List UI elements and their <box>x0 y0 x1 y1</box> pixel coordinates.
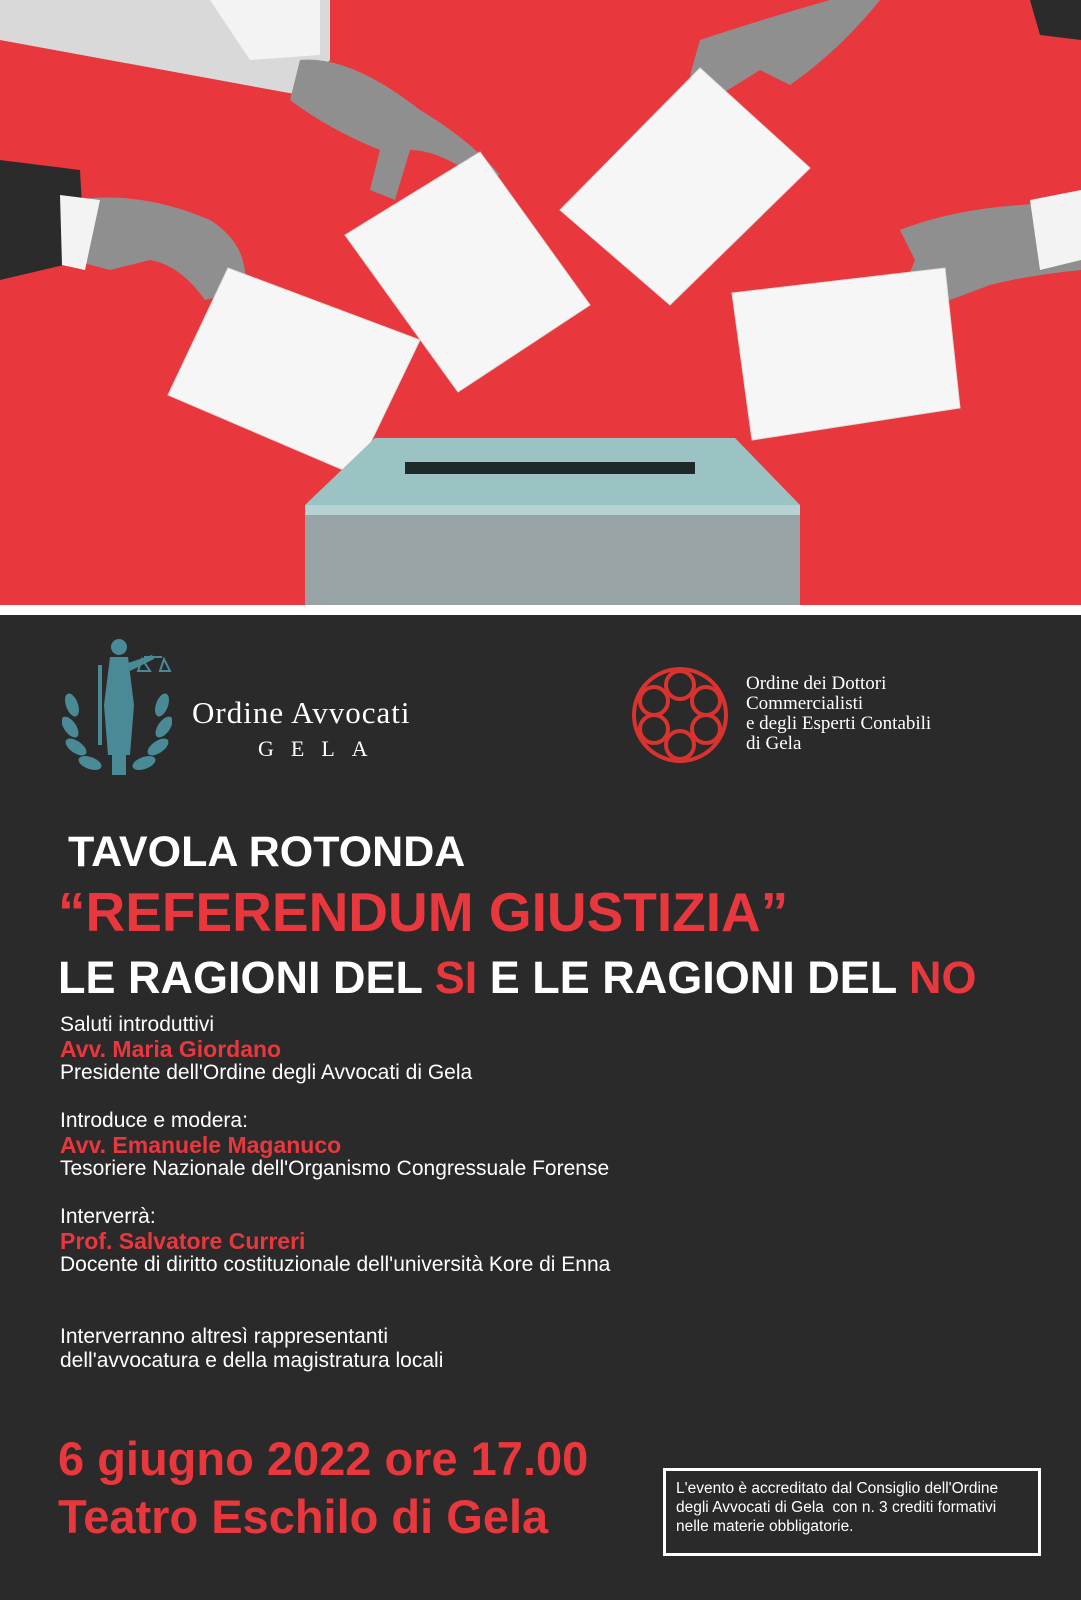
event-datetime-venue <box>58 1430 588 1546</box>
closing-line-2: dell'avvocatura e della magistratura locali <box>60 1349 444 1372</box>
ballot-box-icon <box>0 0 1081 605</box>
event-venue: Teatro Eschilo di Gela <box>58 1490 549 1543</box>
speaker-name: Avv. Emanuele Maganuco <box>60 1132 342 1158</box>
speaker-name: Avv. Maria Giordano <box>60 1036 282 1062</box>
event-datetime: 6 giugno 2022 ore 17.00 <box>58 1432 589 1485</box>
speaker-role: Presidente dell'Ordine degli Avvocati di Gela <box>60 1061 473 1084</box>
subtitle-part-a: LE RAGIONI DEL <box>58 952 435 1003</box>
program-item <box>60 1109 609 1181</box>
speaker-role: Tesoriere Nazionale dell'Organismo Congressuale Forense <box>60 1157 610 1180</box>
org-line-1: Ordine dei Dottori <box>746 673 887 694</box>
event-type: TAVOLA ROTONDA <box>68 828 466 876</box>
subtitle-si: SI <box>434 952 478 1003</box>
ordine-avvocati-city: GELA <box>258 736 385 761</box>
org-line-4: di Gela <box>746 733 802 754</box>
notice-line-2: degli Avvocati di Gela con n. 3 crediti formativi <box>676 1499 997 1516</box>
ordine-avvocati-title: Ordine Avvocati <box>192 695 411 730</box>
org-line-2: Commercialisti <box>746 693 864 714</box>
event-subtitle <box>58 952 976 1004</box>
org-line-3: e degli Esperti Contabili <box>746 713 932 734</box>
commercialisti-org-name <box>746 674 931 754</box>
program-item <box>60 1013 472 1085</box>
program-label: Introduce e modera: <box>60 1109 248 1132</box>
program-item <box>60 1205 610 1277</box>
closing-line-1: Interverranno altresì rappresentanti <box>60 1325 389 1348</box>
accreditation-notice <box>663 1468 1041 1556</box>
speaker-name: Prof. Salvatore Curreri <box>60 1228 306 1254</box>
subtitle-part-c: E LE RAGIONI DEL <box>477 952 909 1003</box>
closing-note <box>60 1325 443 1373</box>
event-title: “REFERENDUM GIUSTIZIA” <box>58 881 789 943</box>
lady-justice-laurel-icon <box>62 635 172 780</box>
hero-illustration <box>0 0 1081 605</box>
notice-line-3: nelle materie obbligatorie. <box>676 1518 854 1535</box>
speaker-role: Docente di diritto costituzionale dell'università Kore di Enna <box>60 1253 611 1276</box>
subtitle-no: NO <box>908 952 977 1003</box>
notice-line-1: L'evento è accreditato dal Consiglio dell'Ordine <box>676 1480 999 1497</box>
hero-divider <box>0 605 1081 615</box>
program-label: Interverrà: <box>60 1205 156 1228</box>
program-label: Saluti introduttivi <box>60 1013 215 1036</box>
commercialisti-knot-icon <box>628 663 732 767</box>
